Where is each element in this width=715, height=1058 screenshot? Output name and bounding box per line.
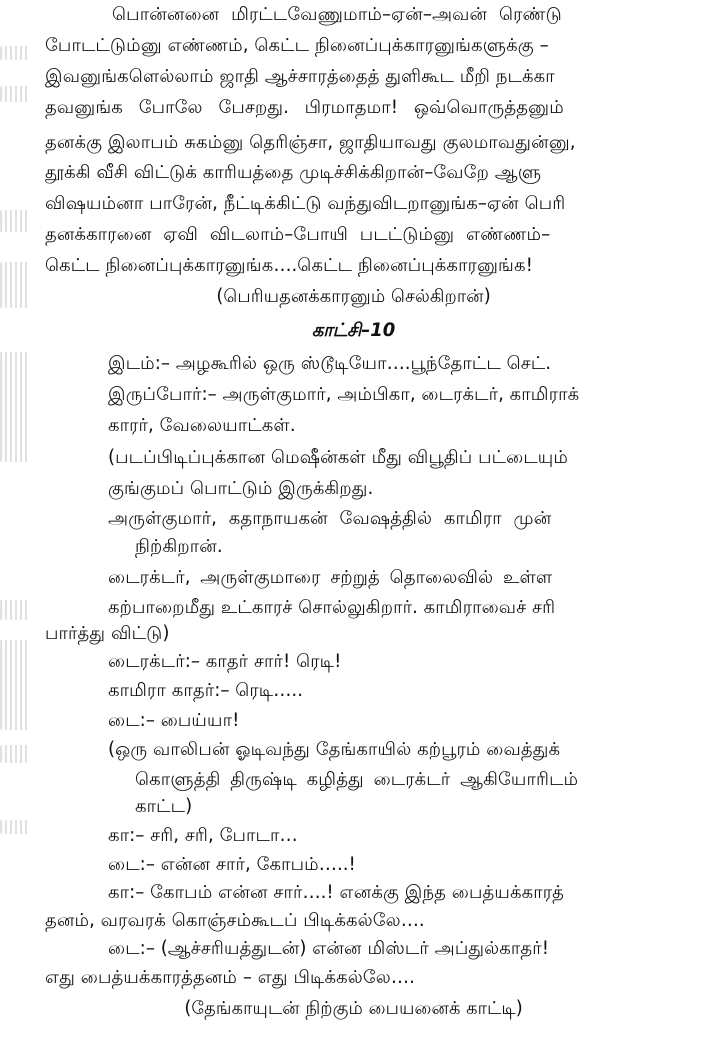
text-line: நிற்கிறான்.: [135, 536, 223, 557]
text-line: அருள்குமார், கதாநாயகன் வேஷத்தில் காமிரா முன்: [108, 508, 552, 529]
scan-smudge: [0, 640, 30, 730]
text-line: போடட்டும்னு எண்ணம், கெட்ட நினைப்புக்காரனுங்களுக்கு –: [45, 35, 549, 56]
text-line: டைரக்டர்:– காதர் சார்! ரெடி!: [108, 651, 342, 672]
text-line: கற்பாறைமீது உட்காரச் சொல்லுகிறார். காமிராவைச் சரி: [108, 597, 556, 618]
scan-smudge: [0, 86, 30, 102]
text-line: விஷயம்னா பாரேன், நீட்டிக்கிட்டு வந்துவிடறானுங்க–ஏன் பெரி: [45, 193, 566, 214]
scene-heading: காட்சி–10: [311, 320, 396, 341]
stage-direction: (தேங்காயுடன் நிற்கும் பையனைக் காட்டி): [184, 998, 523, 1019]
text-line: டைரக்டர், அருள்குமாரை சற்றுத் தொலைவில் உள்ள: [108, 567, 553, 588]
text-line: இருப்போர்:– அருள்குமார், அம்பிகா, டைரக்டர், காமிராக்: [108, 384, 580, 405]
scan-smudge: [0, 600, 30, 620]
text-line: டை:– என்ன சார், கோபம்…..!: [108, 854, 356, 875]
text-line: எது பைத்யக்காரத்தனம் – எது பிடிக்கல்லே….: [45, 967, 415, 988]
text-line: தனக்காரனை ஏவி விடலாம்–போயி படட்டும்னு எண்ணம்–: [45, 224, 551, 245]
text-line: தனம், வரவரக் கொஞ்சம்கூடப் பிடிக்கல்லே….: [45, 910, 425, 931]
text-line: கா:– கோபம் என்ன சார்….! எனக்கு இந்த பைத்யக்காரத்: [108, 882, 564, 903]
text-line: தூக்கி வீசி விட்டுக் காரியத்தை முடிச்சிக்கிறான்–வேறே ஆளு: [45, 162, 542, 183]
scan-smudge: [0, 46, 30, 60]
text-line: இடம்:– அழகூரில் ஒரு ஸ்டூடியோ….பூந்தோட்ட செட்.: [108, 353, 552, 374]
text-line: காரர், வேலையாட்கள்.: [108, 415, 296, 436]
text-line: கா:– சரி, சரி, போடா…: [108, 825, 298, 846]
text-line: காட்ட): [135, 796, 193, 817]
text-line: குங்குமப் பொட்டும் இருக்கிறது.: [108, 478, 374, 499]
text-line: பொன்னனை மிரட்டவேணுமாம்–ஏன்–அவன் ரெண்டு: [112, 4, 562, 25]
text-line: தவனுங்க போலே பேசறது. பிரமாதமா! ஒவ்வொருத்தனும்: [45, 97, 564, 118]
text-line: (ஒரு வாலிபன் ஓடிவந்து தேங்காயில் கற்பூரம் வைத்துக்: [108, 739, 561, 760]
text-line: கொளுத்தி திருஷ்டி கழித்து டைரக்டர் ஆகியோரிடம்: [135, 769, 579, 790]
scan-smudge: [0, 745, 30, 763]
text-line: தனக்கு இலாபம் சுகம்னு தெரிஞ்சா, ஜாதியாவது குலமாவதுன்னு,: [45, 132, 576, 153]
text-line: இவனுங்களெல்லாம் ஜாதி ஆச்சாரத்தைத் துளிகூட மீறி நடக்கா: [45, 66, 555, 87]
text-line: கெட்ட நினைப்புக்காரனுங்க….கெட்ட நினைப்புக்காரனுங்க!: [45, 255, 533, 276]
text-line: பார்த்து விட்டு): [45, 623, 170, 644]
text-line: டை:– பைய்யா!: [108, 710, 240, 731]
scan-smudge: [0, 352, 30, 462]
scan-smudge: [0, 210, 30, 232]
text-line: டை:– (ஆச்சரியத்துடன்) என்ன மிஸ்டர் அப்துல்காதர்!: [108, 938, 550, 959]
text-line: (படப்பிடிப்புக்கான மெஷீன்கள் மீது விபூதிப் பட்டையும்: [108, 447, 569, 468]
text-line: காமிரா காதர்:– ரெடி…..: [108, 680, 303, 701]
stage-direction: (பெரியதனக்காரனும் செல்கிறான்): [216, 286, 491, 307]
scan-smudge: [0, 820, 30, 834]
